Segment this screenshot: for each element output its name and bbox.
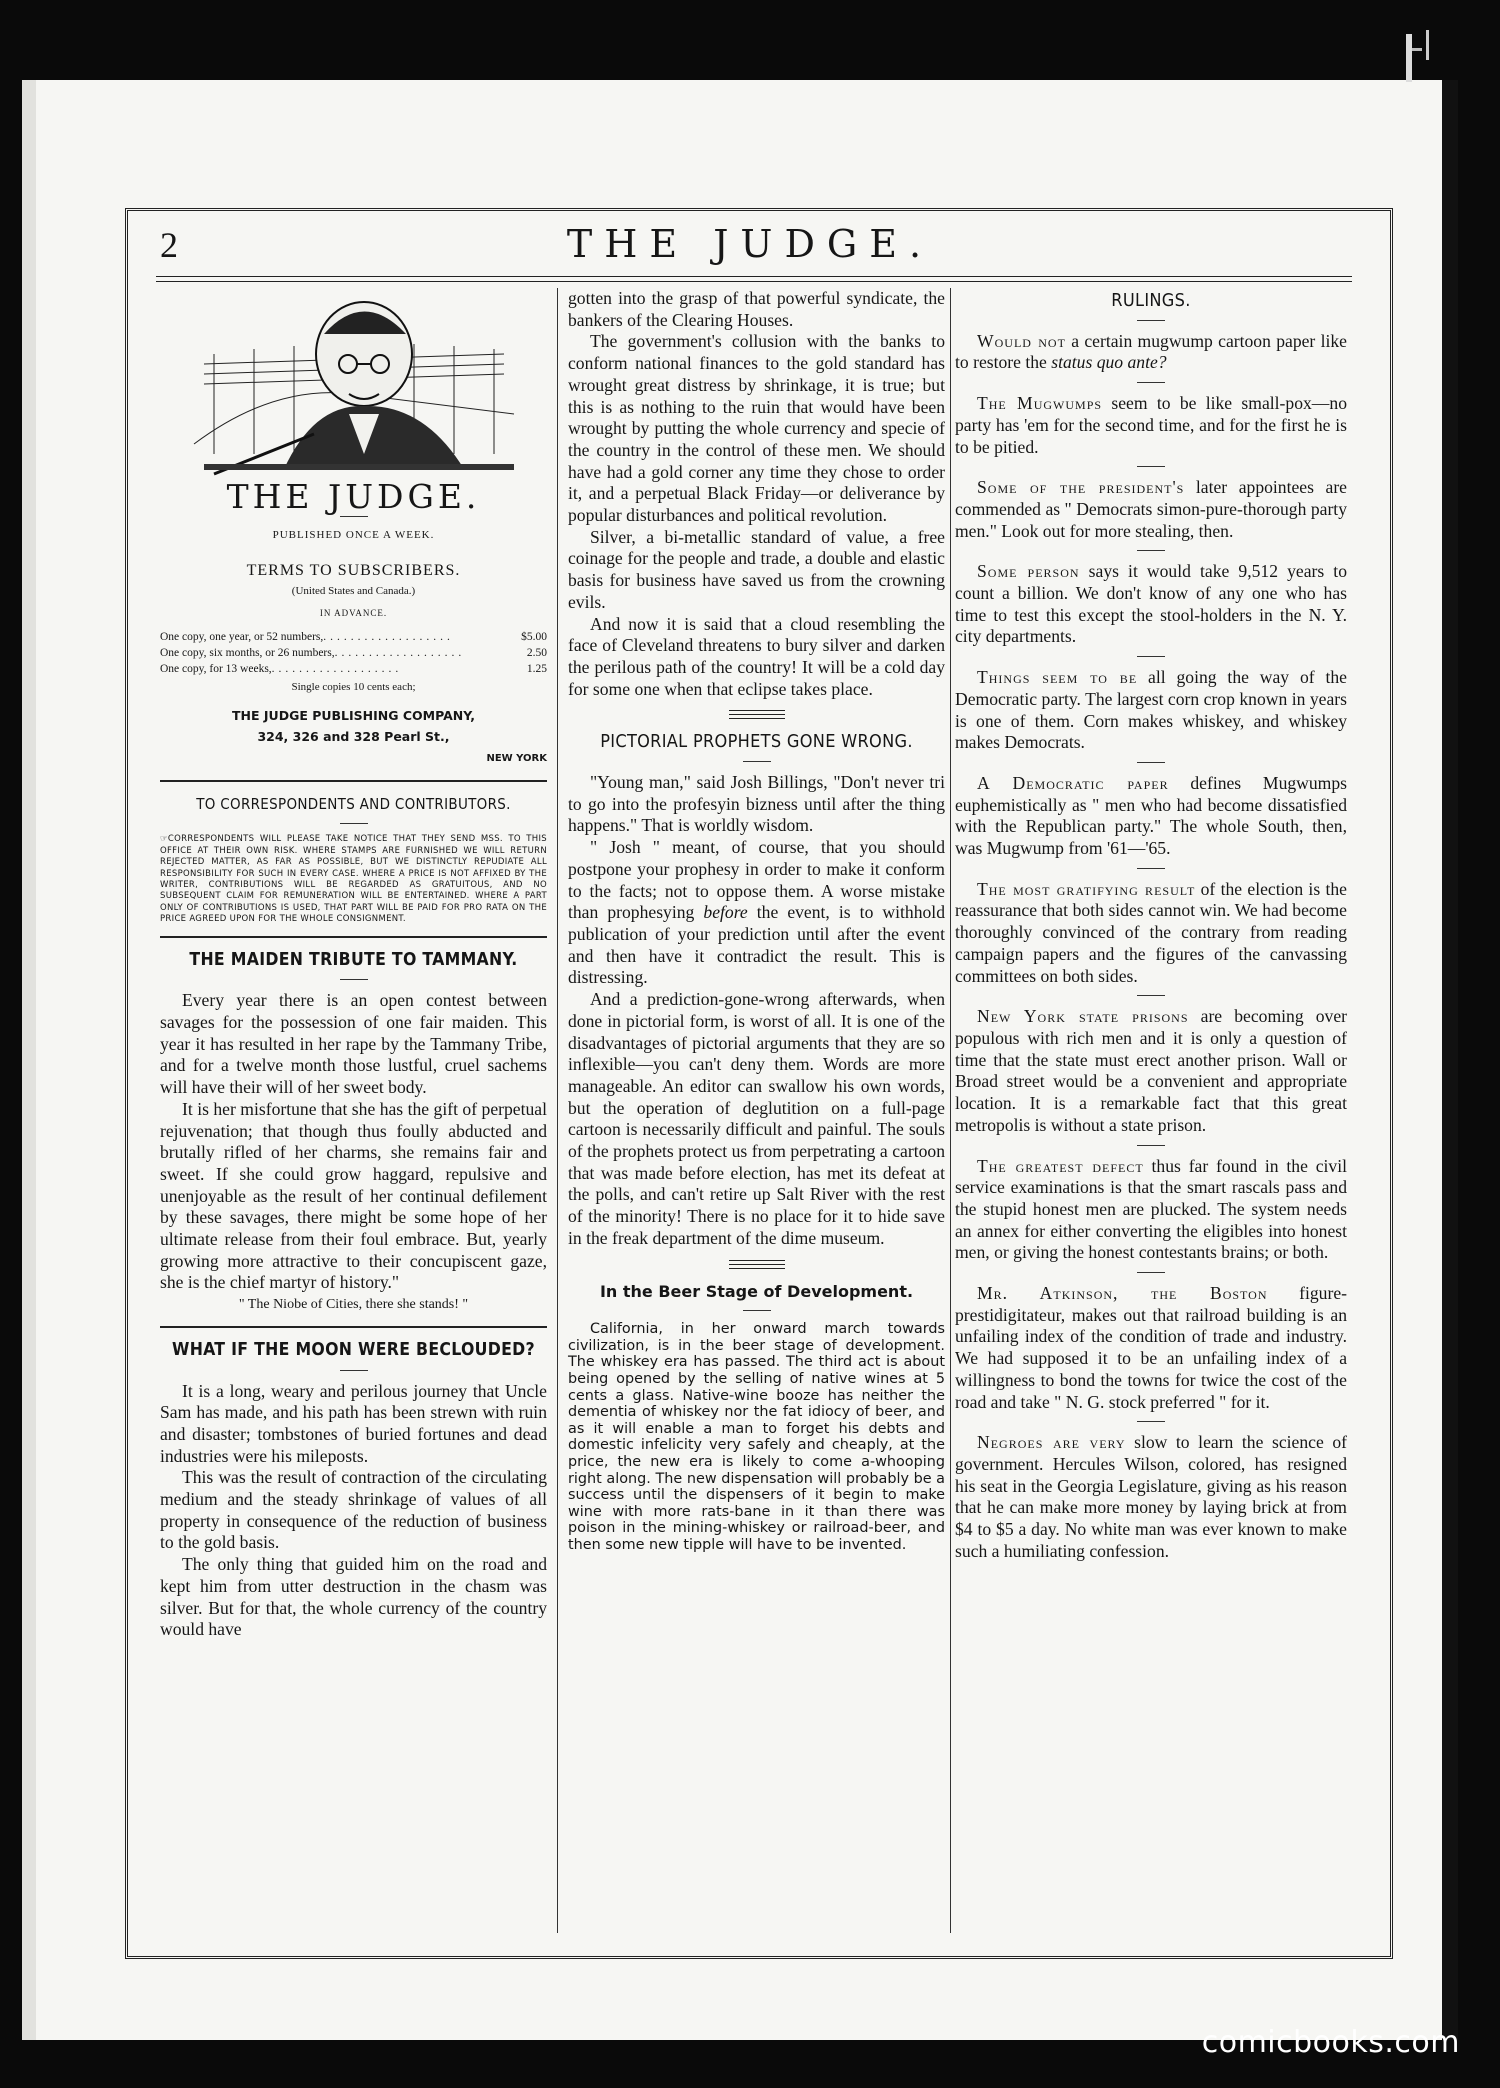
terms-heading: TERMS TO SUBSCRIBERS. (246, 561, 461, 579)
single-copies: Single copies 10 cents each; (291, 680, 416, 693)
column-rule-2 (950, 288, 951, 1933)
ruling-item: A Democratic paper defines Mugwumps euphemistically as " men who had become dissatisfied with the Republican party." The whole South, then, was Mugwump from '61—'65. (955, 772, 1347, 859)
moon-paragraph-2: This was the result of contraction of the circulating medium and the steady shrinkage of values of all property in consequence of the reduction of business to the gold basis. (160, 1467, 547, 1553)
advance: IN ADVANCE. (319, 608, 388, 619)
rate-row: One copy, six months, or 26 numbers, ................... 2.50 (160, 646, 547, 659)
page-number: 2 (160, 225, 178, 265)
ruling-item: Mr. Atkinson, the Boston figure-prestidigitateur, makes out that railroad building is an unfailing index of the condition of trade and industry. We had supposed it to be an unfailing index of a willingness to bond the towns for twice the cost of the road and take " N. G. stock preferred " for it. (955, 1283, 1347, 1412)
moon-title: WHAT IF THE MOON WERE BECLOUDED? (172, 1339, 535, 1360)
ruling-item: The Mugwumps seem to be like small-pox—no party has 'em for the second time, and for the first he is to be pitied. (955, 393, 1347, 457)
section-ornament (729, 710, 785, 719)
prophets-title: PICTORIAL PROPHETS GONE WRONG. (600, 731, 913, 753)
ruling-item: Negroes are very slow to learn the science of government. Hercules Wilson, colored, has resigned his seat in the Georgia Legislature, giving as his reason that he can make more money by laying brick at from $4 to $5 a day. No white man was ever known to make such a humiliating confession. (955, 1432, 1347, 1561)
binding-marks (1400, 28, 1500, 88)
ruling-item: The greatest defect thus far found in the civil service examinations is that the smart rascals pass and the stupid honest men are plucked. The system needs an annex for either converting the eligibles into honest men, or giving the honest contestants brains; or both. (955, 1155, 1347, 1263)
page-right-binding (1442, 80, 1458, 2040)
column-3 (955, 288, 1347, 1562)
correspondents-text: ☞CORRESPONDENTS WILL PLEASE TAKE NOTICE THAT THEY SEND MSS. TO THIS OFFICE AT THEIR OWN RISK. WHERE STAMPS ARE FURNISHED WE WILL RETURN REJECTED MATTER, AS FAR AS POSSIBLE, BUT WE DISTINCTLY REPUDIATE ALL RESPONSIBILITY FOR SUCH IN EVERY CASE. WHERE A PRICE IS NOT AFFIXED BY THE WRITER, CONTRIBUTIONS WILL BE REGARDED AS GRATUITOUS, AND NO SUBSEQUENT CLAIM FOR REMUNERATION WILL BE ENTERTAINED. WHERE A PART ONLY OF CONTRIBUTIONS IS USED, THAT PART WILL BE PAID FOR PRO RATA ON THE PRICE AGREED UPON FOR THE WHOLE CONSIGNMENT. (160, 834, 547, 925)
prophets-paragraph-1: "Young man," said Josh Billings, "Don't never tri to go into the profesyin bizness until after the thing happens." That is worldly wisdom. (568, 772, 945, 836)
maiden-quote: " The Niobe of Cities, there she stands! " (238, 1297, 469, 1313)
silver-paragraph-4: And now it is said that a cloud resembling the face of Cleveland threatens to bury silver and darken the perilous path of the country! It will be a cold day for some one when that eclipse takes place. (568, 613, 945, 699)
masthead-rule (156, 276, 1352, 277)
ruling-item: New York state prisons are becoming over populous with rich men and it is only a question of time that the state must erect another prison. Wall or Broad street would be a convenient and appropriate location. It is a remarkable fact that this great metropolis is without a state prison. (955, 1006, 1347, 1135)
masthead-rule-2 (156, 281, 1352, 282)
address: 324, 326 and 328 Pearl St., (257, 729, 450, 745)
maiden-paragraph-2: It is her misfortune that she has the gift of perpetual rejuvenation; that though thus foully abducted and brutally rifled of her charms, she remains fair and sweet. If she could grow haggard, repulsive and unenjoyable as the result of her continual defilement by these savages, there might be some hope of her ultimate release from their foul embrace. But, yearly growing more attractive to their concupiscent gaze, she is the chief martyr of history." (160, 1098, 547, 1293)
silver-paragraph-1: gotten into the grasp of that powerful syndicate, the bankers of the Clearing Houses. (568, 288, 945, 330)
beer-title: In the Beer Stage of Development. (599, 1281, 914, 1301)
frequency: PUBLISHED ONCE A WEEK. (272, 528, 435, 541)
correspondents-title: TO CORRESPONDENTS AND CONTRIBUTORS. (196, 794, 511, 813)
ruling-item: Would not a certain mugwump cartoon paper like to restore the status quo ante? (955, 330, 1347, 373)
rates-list (160, 629, 547, 677)
section-ornament (729, 1260, 785, 1269)
judge-cartoon-illustration (174, 294, 534, 476)
moon-paragraph-1: It is a long, weary and perilous journey that Uncle Sam has made, and his path has been strewn with ruin and disaster; tombstones of buried fortunes and dead industries were his mileposts. (160, 1380, 547, 1466)
beer-paragraph: California, in her onward march towards civilization, is in the beer stage of development. The whiskey era has passed. The third act is about being opened by the selling of native wines at 5 cents a glass. Native-wine booze has neither the dementia of whiskey nor the fat idiocy of beer, and as it will enable a man to forget his debts and domestic infelicity very safely and cheaply, at the price, the new era is likely to come a-whooping right along. The new dispensation will probably be a success until the dispensers of it begin to make wine with more rats-bane in it than there was poison in the mining-whiskey or railroad-beer, and then some new tipple will have to be invented. (568, 1321, 945, 1553)
coverage: (United States and Canada.) (291, 585, 416, 598)
maiden-paragraph-1: Every year there is an open contest between savages for the possession of one fair maiden. This year it has resulted in her rape by the Tammany Tribe, and for a twelve month those lustful, cruel sachems will have their will of her sweet body. (160, 990, 547, 1098)
ruling-item: Some person says it would take 9,512 years to count a billion. We don't know of any one who has time to test this except the stool-holders in the N. Y. city departments. (955, 561, 1347, 647)
rulings-title: RULINGS. (1111, 290, 1191, 311)
ruling-item: Things seem to be all going the way of the Democratic party. The largest corn crop known in years is one of them. Corn makes whiskey, and whiskey makes Democrats. (955, 667, 1347, 753)
prophets-paragraph-2: " Josh " meant, of course, that you should postpone your prophesy in order to make it conform to the facts; not to oppose them. A worse mistake than prophesying before the event, is to withhold publication of your prediction until after the event and then have it contradict the result. This is distressing. (568, 837, 945, 988)
box-title: THE JUDGE. (226, 477, 481, 516)
watermark-text: comicbooks.com (1201, 2025, 1460, 2060)
silver-paragraph-2: The government's collusion with the banks to conform national finances to the gold standard has wrought great distress by shrinkage, it is true; but this is as nothing to the ruin that would have been wrought by putting the whole currency and specie of the country in the control of these men. We should have had a gold corner any time they chose to order it, and a perpetual Black Friday—or deliverance by popular disturbances and political revolution. (568, 331, 945, 526)
city: NEW YORK (486, 752, 547, 764)
maiden-title: THE MAIDEN TRIBUTE TO TAMMANY. (189, 949, 518, 970)
rate-row: One copy, for 13 weeks, ................... 1.25 (160, 662, 547, 675)
masthead: THE JUDGE. (566, 222, 934, 266)
moon-paragraph-3: The only thing that guided him on the road and kept him from utter destruction in the chasm was silver. But for that, the whole currency of the country would have (160, 1554, 547, 1640)
column-rule-1 (557, 288, 558, 1933)
page-left-edge (22, 80, 36, 2040)
column-1 (160, 288, 547, 1641)
publisher: THE JUDGE PUBLISHING COMPANY, (232, 707, 475, 723)
ruling-item: The most gratifying result of the election is the reassurance that both sides cannot win. We had become thoroughly convinced of the contrary from reading campaign papers and the figures of the canvassing committees on both sides. (955, 878, 1347, 986)
ruling-item: Some of the president's later appointees are commended as " Democrats simon-pure-thorough party men." Look out for more stealing, then. (955, 477, 1347, 541)
silver-paragraph-3: Silver, a bi-metallic standard of value, a free coinage for the people and trade, a double and elastic basis for business have saved us from the crowning evils. (568, 526, 945, 612)
column-2 (568, 288, 945, 1554)
rate-row: One copy, one year, or 52 numbers, ................... $5.00 (160, 630, 547, 643)
prophets-paragraph-3: And a prediction-gone-wrong afterwards, when done in pictorial form, is worst of all. It is one of the disadvantages of pictorial arguments that they are so inflexible—you can't deny them. Words are more manageable. An editor can swallow his own words, but the operation of deglutition on a full-page cartoon is necessarily difficult and painful. The souls of the prophets protect us from perpetrating a cartoon that was made before election, has met its defeat at the polls, and can't retire up Salt River with the rest of the minority! There is no place for it to hide save in the freak department of the dime museum. (568, 989, 945, 1248)
